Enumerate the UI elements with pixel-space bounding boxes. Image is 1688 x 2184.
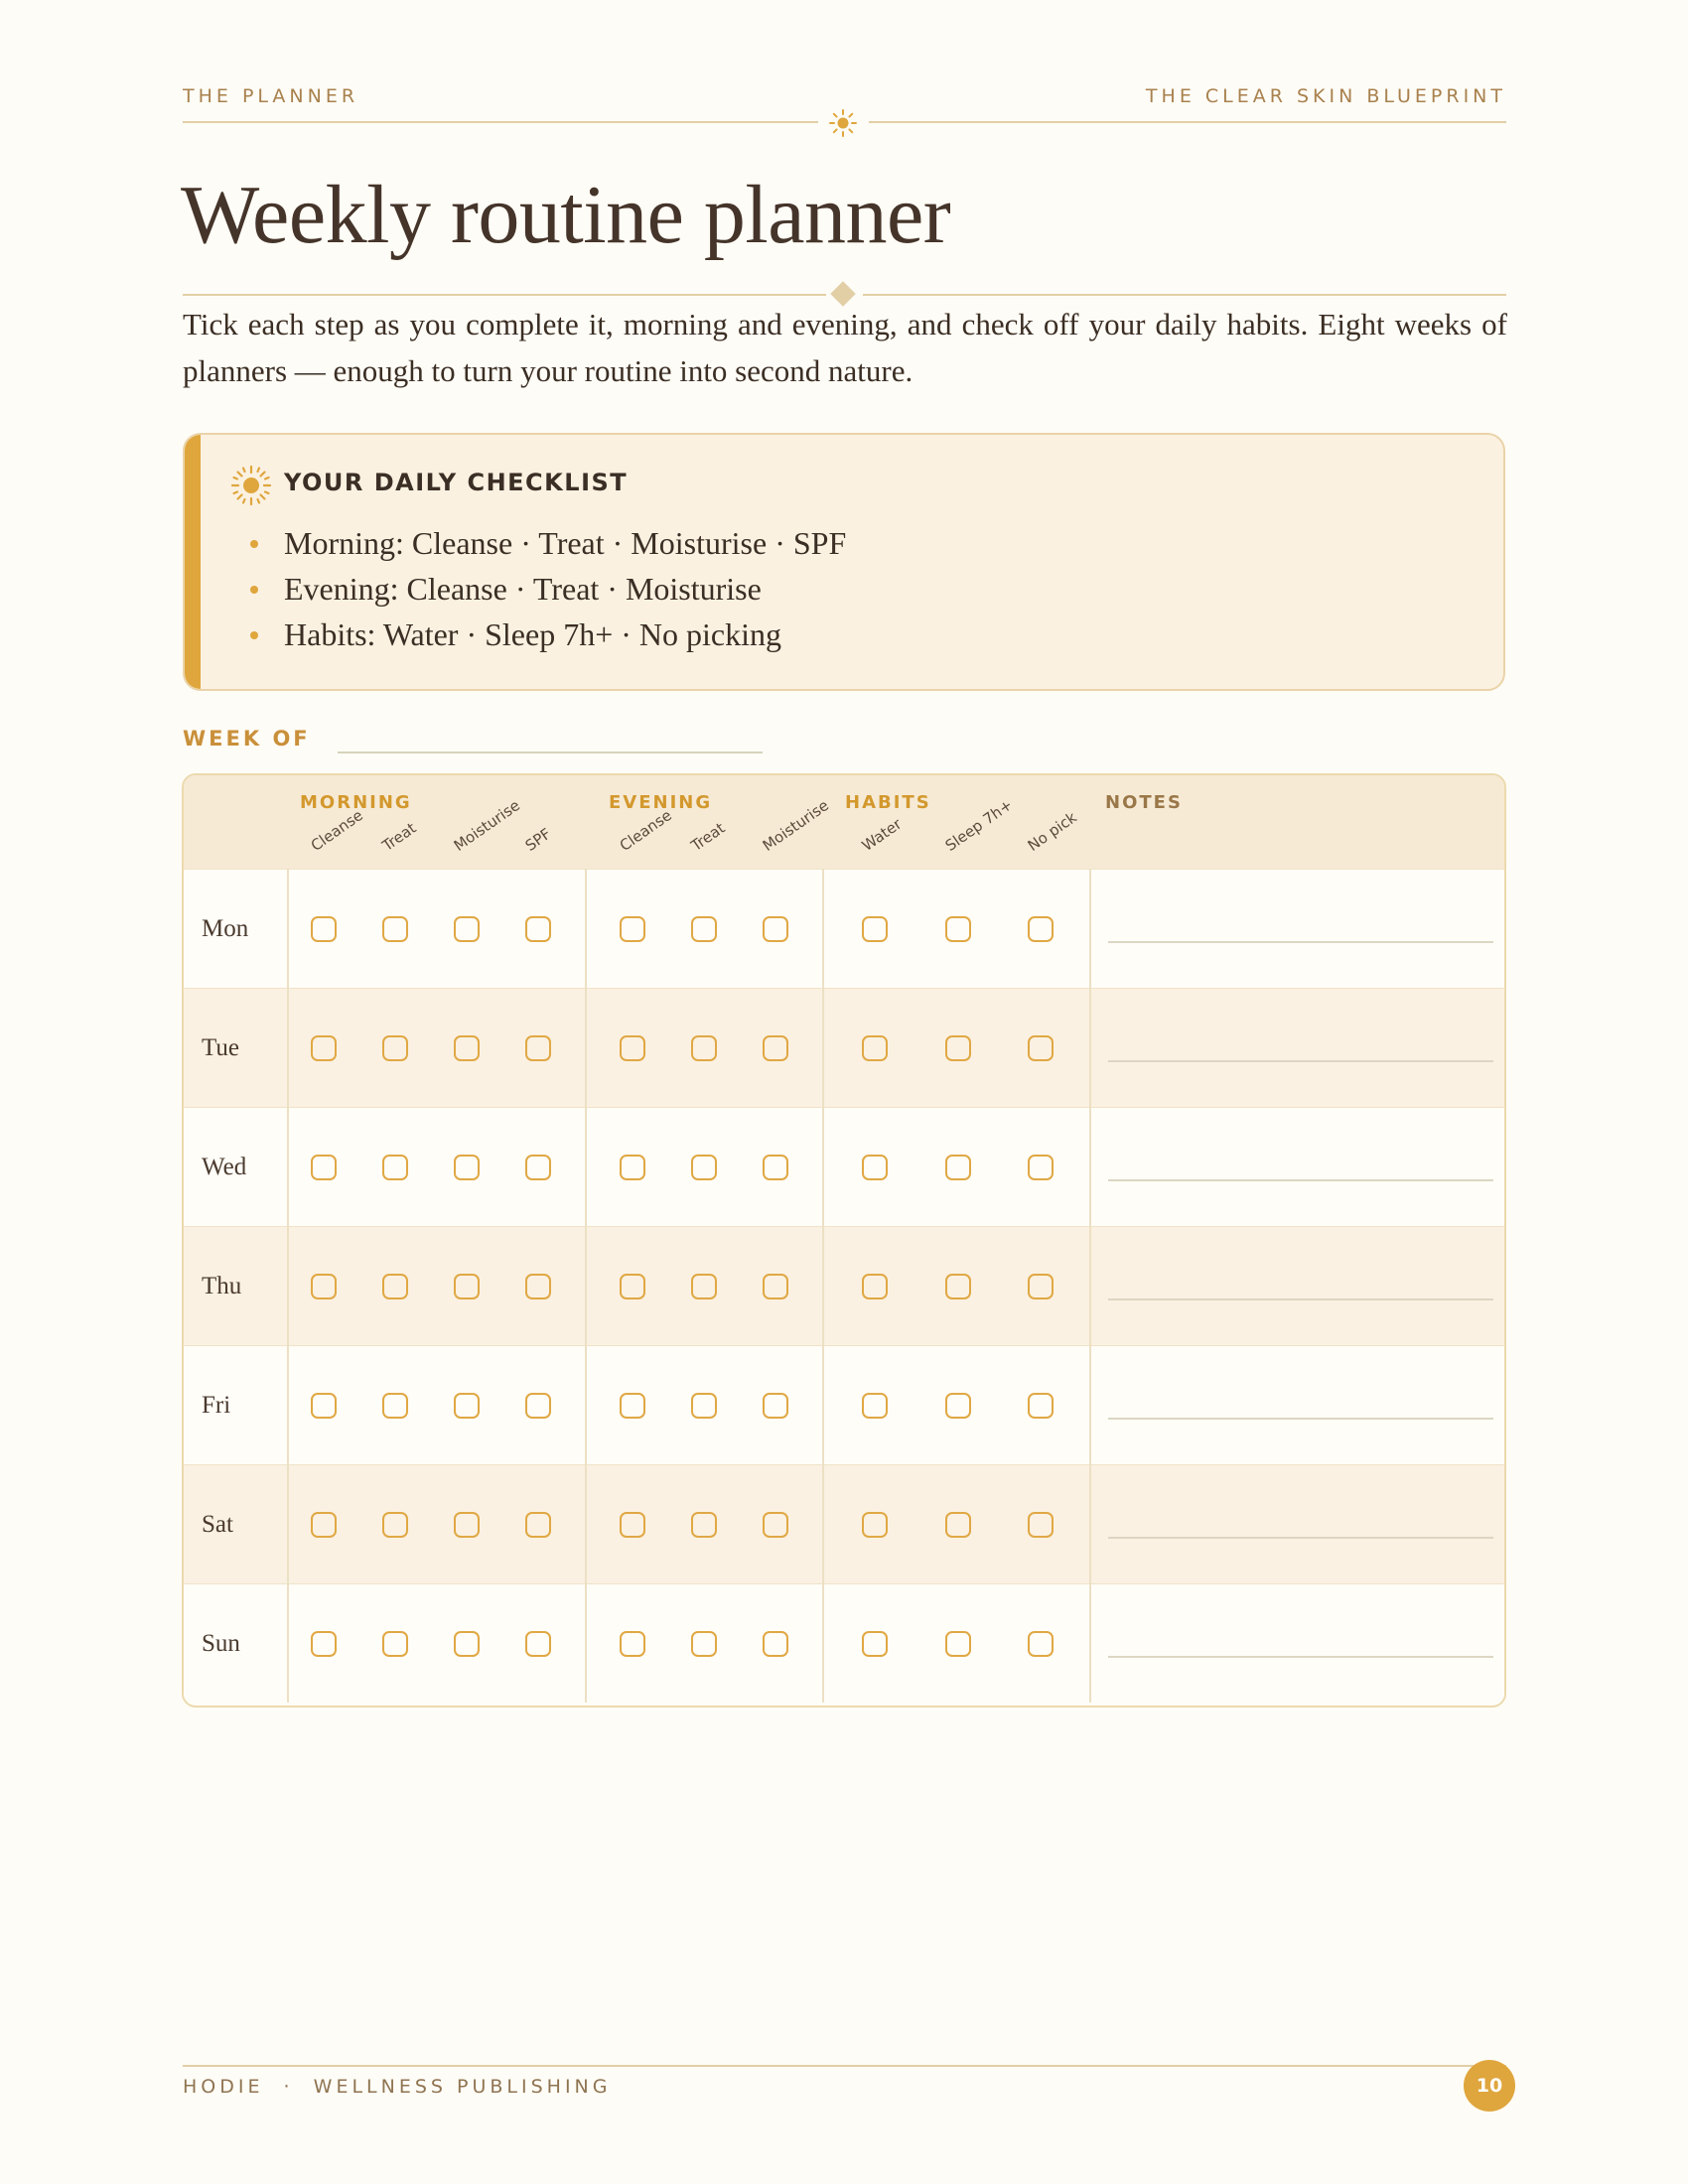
checkbox-evening-cleanse[interactable] <box>620 1631 645 1657</box>
checkbox-habits-sleep-7h-[interactable] <box>945 916 971 942</box>
checklist-item: Morning: Cleanse · Treat · Moisturise · SPF <box>244 520 846 566</box>
checkbox-habits-water[interactable] <box>862 1631 888 1657</box>
column-divider <box>822 869 824 1703</box>
checkbox-morning-cleanse[interactable] <box>311 1155 337 1180</box>
running-header-right: THE CLEAR SKIN BLUEPRINT <box>1145 85 1506 107</box>
checkbox-morning-moisturise[interactable] <box>454 1393 480 1419</box>
checkbox-evening-moisturise[interactable] <box>763 1393 788 1419</box>
day-label: Sat <box>202 1511 233 1538</box>
checkbox-habits-no-pick[interactable] <box>1028 1631 1054 1657</box>
notes-field[interactable] <box>1108 1298 1493 1300</box>
week-of-label: WEEK OF <box>183 727 311 751</box>
checkbox-morning-treat[interactable] <box>382 1512 408 1538</box>
table-row <box>184 869 1504 989</box>
day-label: Sun <box>202 1630 240 1657</box>
checkbox-morning-cleanse[interactable] <box>311 1512 337 1538</box>
weekly-planner-table <box>182 773 1506 1707</box>
table-row <box>184 1583 1504 1704</box>
intro-paragraph: Tick each step as you complete it, morning and evening, and check off your daily habits. Eight weeks of planners — enough to turn your routine into second nature. <box>183 307 1507 388</box>
checkbox-habits-water[interactable] <box>862 1274 888 1299</box>
checkbox-morning-spf[interactable] <box>525 1631 551 1657</box>
notes-field[interactable] <box>1108 1656 1493 1658</box>
header-divider-right <box>869 121 1506 123</box>
checkbox-morning-moisturise[interactable] <box>454 1274 480 1299</box>
table-row <box>184 1226 1504 1346</box>
checkbox-habits-sleep-7h-[interactable] <box>945 1393 971 1419</box>
week-of-field[interactable] <box>338 751 763 753</box>
group-label-evening: EVENING <box>609 792 713 813</box>
checkbox-morning-spf[interactable] <box>525 1512 551 1538</box>
table-row <box>184 1107 1504 1227</box>
column-label-evening-cleanse: Cleanse <box>616 806 675 855</box>
checkbox-habits-sleep-7h-[interactable] <box>945 1274 971 1299</box>
group-label-habits: HABITS <box>845 792 931 813</box>
checkbox-habits-sleep-7h-[interactable] <box>945 1155 971 1180</box>
header-divider-left <box>183 121 818 123</box>
day-label: Wed <box>202 1154 247 1180</box>
checkbox-evening-moisturise[interactable] <box>763 916 788 942</box>
callout-accent-bar <box>185 435 201 689</box>
column-divider <box>585 869 587 1703</box>
checkbox-evening-moisturise[interactable] <box>763 1274 788 1299</box>
column-label-evening-treat: Treat <box>687 818 729 855</box>
checklist-list <box>244 520 846 657</box>
callout-title: YOUR DAILY CHECKLIST <box>284 469 629 496</box>
page-number-badge: 10 <box>1464 2060 1515 2112</box>
notes-field[interactable] <box>1108 1179 1493 1181</box>
checkbox-habits-no-pick[interactable] <box>1028 916 1054 942</box>
checkbox-evening-moisturise[interactable] <box>763 1631 788 1657</box>
sun-icon <box>230 465 272 506</box>
footer-publisher: HODIE · WELLNESS PUBLISHING <box>183 2076 612 2098</box>
checkbox-habits-no-pick[interactable] <box>1028 1035 1054 1061</box>
checkbox-morning-moisturise[interactable] <box>454 1035 480 1061</box>
checkbox-evening-treat[interactable] <box>691 916 717 942</box>
running-header-left: THE PLANNER <box>183 85 359 107</box>
column-divider <box>1089 869 1091 1703</box>
day-label: Fri <box>202 1392 231 1419</box>
checkbox-evening-cleanse[interactable] <box>620 1274 645 1299</box>
checkbox-evening-moisturise[interactable] <box>763 1512 788 1538</box>
checkbox-morning-treat[interactable] <box>382 1155 408 1180</box>
group-label-morning: MORNING <box>300 792 412 813</box>
checkbox-habits-water[interactable] <box>862 916 888 942</box>
checkbox-evening-cleanse[interactable] <box>620 916 645 942</box>
checkbox-morning-cleanse[interactable] <box>311 1631 337 1657</box>
table-row <box>184 1345 1504 1465</box>
checkbox-evening-treat[interactable] <box>691 1155 717 1180</box>
notes-field[interactable] <box>1108 941 1493 943</box>
title-divider-left <box>183 294 826 296</box>
checkbox-habits-no-pick[interactable] <box>1028 1393 1054 1419</box>
checkbox-morning-cleanse[interactable] <box>311 1035 337 1061</box>
footer-divider <box>183 2065 1506 2067</box>
checkbox-morning-treat[interactable] <box>382 1393 408 1419</box>
column-label-habits-sleep-7h-: Sleep 7h+ <box>941 795 1016 855</box>
checkbox-morning-moisturise[interactable] <box>454 1631 480 1657</box>
checkbox-morning-cleanse[interactable] <box>311 1393 337 1419</box>
checkbox-habits-no-pick[interactable] <box>1028 1512 1054 1538</box>
checkbox-evening-treat[interactable] <box>691 1393 717 1419</box>
checkbox-morning-spf[interactable] <box>525 1274 551 1299</box>
checkbox-habits-water[interactable] <box>862 1035 888 1061</box>
column-label-morning-moisturise: Moisturise <box>450 796 523 855</box>
daily-checklist-callout <box>183 433 1505 691</box>
checkbox-morning-spf[interactable] <box>525 1393 551 1419</box>
checkbox-evening-moisturise[interactable] <box>763 1155 788 1180</box>
checkbox-evening-cleanse[interactable] <box>620 1155 645 1180</box>
checkbox-evening-treat[interactable] <box>691 1631 717 1657</box>
notes-field[interactable] <box>1108 1537 1493 1539</box>
column-label-morning-treat: Treat <box>378 818 420 855</box>
day-label: Mon <box>202 915 249 942</box>
checkbox-evening-treat[interactable] <box>691 1274 717 1299</box>
checkbox-morning-treat[interactable] <box>382 1035 408 1061</box>
column-label-habits-no-pick: No pick <box>1024 808 1080 855</box>
checkbox-evening-treat[interactable] <box>691 1512 717 1538</box>
notes-field[interactable] <box>1108 1060 1493 1062</box>
checkbox-habits-sleep-7h-[interactable] <box>945 1631 971 1657</box>
table-row <box>184 1464 1504 1584</box>
group-label-notes: NOTES <box>1105 792 1183 813</box>
checkbox-morning-moisturise[interactable] <box>454 1155 480 1180</box>
column-label-evening-moisturise: Moisturise <box>759 796 832 855</box>
checkbox-habits-sleep-7h-[interactable] <box>945 1035 971 1061</box>
checkbox-morning-spf[interactable] <box>525 1155 551 1180</box>
column-label-habits-water: Water <box>858 814 906 855</box>
sun-icon <box>828 108 858 138</box>
checkbox-morning-treat[interactable] <box>382 1631 408 1657</box>
checkbox-morning-spf[interactable] <box>525 916 551 942</box>
checkbox-morning-treat[interactable] <box>382 1274 408 1299</box>
notes-field[interactable] <box>1108 1418 1493 1420</box>
checkbox-morning-moisturise[interactable] <box>454 916 480 942</box>
checkbox-evening-cleanse[interactable] <box>620 1035 645 1061</box>
column-divider <box>287 869 289 1703</box>
checkbox-habits-water[interactable] <box>862 1393 888 1419</box>
checkbox-habits-no-pick[interactable] <box>1028 1274 1054 1299</box>
checkbox-habits-sleep-7h-[interactable] <box>945 1512 971 1538</box>
checkbox-habits-water[interactable] <box>862 1512 888 1538</box>
day-label: Thu <box>202 1273 242 1299</box>
table-row <box>184 988 1504 1108</box>
checkbox-morning-cleanse[interactable] <box>311 916 337 942</box>
checkbox-habits-no-pick[interactable] <box>1028 1155 1054 1180</box>
checkbox-morning-moisturise[interactable] <box>454 1512 480 1538</box>
day-label: Tue <box>202 1034 239 1061</box>
checklist-item: Habits: Water · Sleep 7h+ · No picking <box>244 612 846 657</box>
checklist-item: Evening: Cleanse · Treat · Moisturise <box>244 566 846 612</box>
checkbox-evening-cleanse[interactable] <box>620 1512 645 1538</box>
checkbox-morning-treat[interactable] <box>382 916 408 942</box>
column-label-morning-cleanse: Cleanse <box>307 806 366 855</box>
checkbox-evening-treat[interactable] <box>691 1035 717 1061</box>
checkbox-evening-cleanse[interactable] <box>620 1393 645 1419</box>
checkbox-evening-moisturise[interactable] <box>763 1035 788 1061</box>
column-label-morning-spf: SPF <box>521 824 555 855</box>
checkbox-morning-spf[interactable] <box>525 1035 551 1061</box>
page-title: Weekly routine planner <box>181 169 951 261</box>
title-divider-right <box>863 294 1506 296</box>
table-header <box>184 775 1504 869</box>
checkbox-habits-water[interactable] <box>862 1155 888 1180</box>
checkbox-morning-cleanse[interactable] <box>311 1274 337 1299</box>
